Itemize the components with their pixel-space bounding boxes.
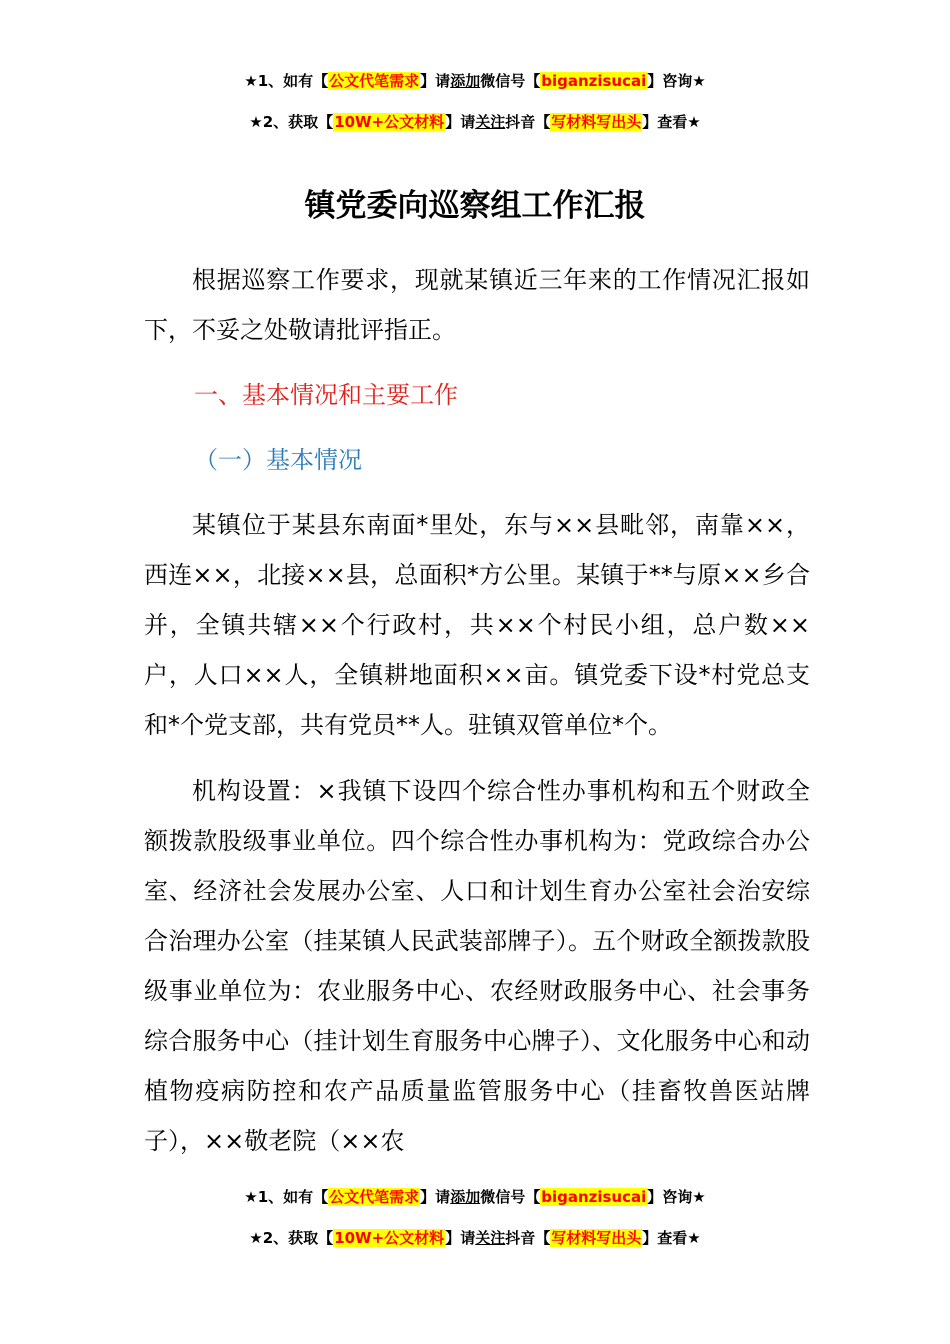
banner-text: 】请 <box>445 113 476 131</box>
banner-text: 】查看★ <box>642 1229 701 1247</box>
footer-banner-line-2 <box>0 1227 950 1249</box>
basic-info-paragraph: 某镇位于某县东南面*里处，东与××县毗邻，南靠××，西连××，北接××县，总面积*方公里。某镇于**与原××乡合并，全镇共辖××个行政村，共××个村民小组，总户数××户，人口××人，全镇耕地面积××亩。镇党委下设*村党总支和*个党支部，共有党员**人。驻镇双管单位*个。 <box>144 511 810 739</box>
banner-text: 微信号【 <box>480 1188 541 1206</box>
banner-underlined-word: 关注 <box>475 113 506 131</box>
banner-highlight-materials: 10W+公文材料 <box>334 113 445 131</box>
banner-text: 】请 <box>445 1229 476 1247</box>
banner-highlight-service: 公文代笔需求 <box>329 1188 420 1206</box>
banner-text: ★2、获取【 <box>249 1229 334 1247</box>
banner-highlight-service: 公文代笔需求 <box>329 72 420 90</box>
banner-text: 】请 <box>420 72 451 90</box>
banner-underlined-word: 关注 <box>475 1229 506 1247</box>
banner-text: ★1、如有【 <box>244 72 329 90</box>
banner-text: ★2、获取【 <box>249 113 334 131</box>
banner-underlined-word: 添加 <box>450 1188 481 1206</box>
section-heading: 一、基本情况和主要工作 <box>194 381 458 409</box>
header-banner-line-1 <box>0 70 950 92</box>
banner-text: 】请 <box>420 1188 451 1206</box>
header-banner-line-2 <box>0 111 950 133</box>
banner-text: 抖音【 <box>505 1229 551 1247</box>
banner-text: 抖音【 <box>505 113 551 131</box>
banner-highlight-wechat-id: biganzisucai <box>541 1188 647 1206</box>
intro-paragraph: 根据巡察工作要求，现就某镇近三年来的工作情况汇报如下，不妥之处敬请批评指正。 <box>144 266 810 344</box>
banner-text: 】咨询★ <box>647 1188 706 1206</box>
banner-highlight-douyin-id: 写材料写出头 <box>551 113 642 131</box>
banner-text: 微信号【 <box>480 72 541 90</box>
banner-underlined-word: 添加 <box>450 72 481 90</box>
banner-highlight-douyin-id: 写材料写出头 <box>551 1229 642 1247</box>
banner-text: 】查看★ <box>642 113 701 131</box>
banner-highlight-wechat-id: biganzisucai <box>541 72 647 90</box>
subsection-heading: （一）基本情况 <box>194 446 362 474</box>
document-title: 镇党委向巡察组工作汇报 <box>304 188 646 224</box>
banner-text: 】咨询★ <box>647 72 706 90</box>
organization-paragraph: 机构设置：×我镇下设四个综合性办事机构和五个财政全额拨款股级事业单位。四个综合性办事机构为：党政综合办公室、经济社会发展办公室、人口和计划生育办公室社会治安综合治理办公室（挂某镇人民武装部牌子）。五个财政全额拨款股级事业单位为：农业服务中心、农经财政服务中心、社会事务综合服务中心（挂计划生育服务中心牌子）、文化服务中心和动植物疫病防控和农产品质量监管服务中心（挂畜牧兽医站牌子），××敬老院（××农 <box>144 777 810 1155</box>
banner-highlight-materials: 10W+公文材料 <box>334 1229 445 1247</box>
banner-text: ★1、如有【 <box>244 1188 329 1206</box>
footer-banner-line-1 <box>0 1186 950 1208</box>
